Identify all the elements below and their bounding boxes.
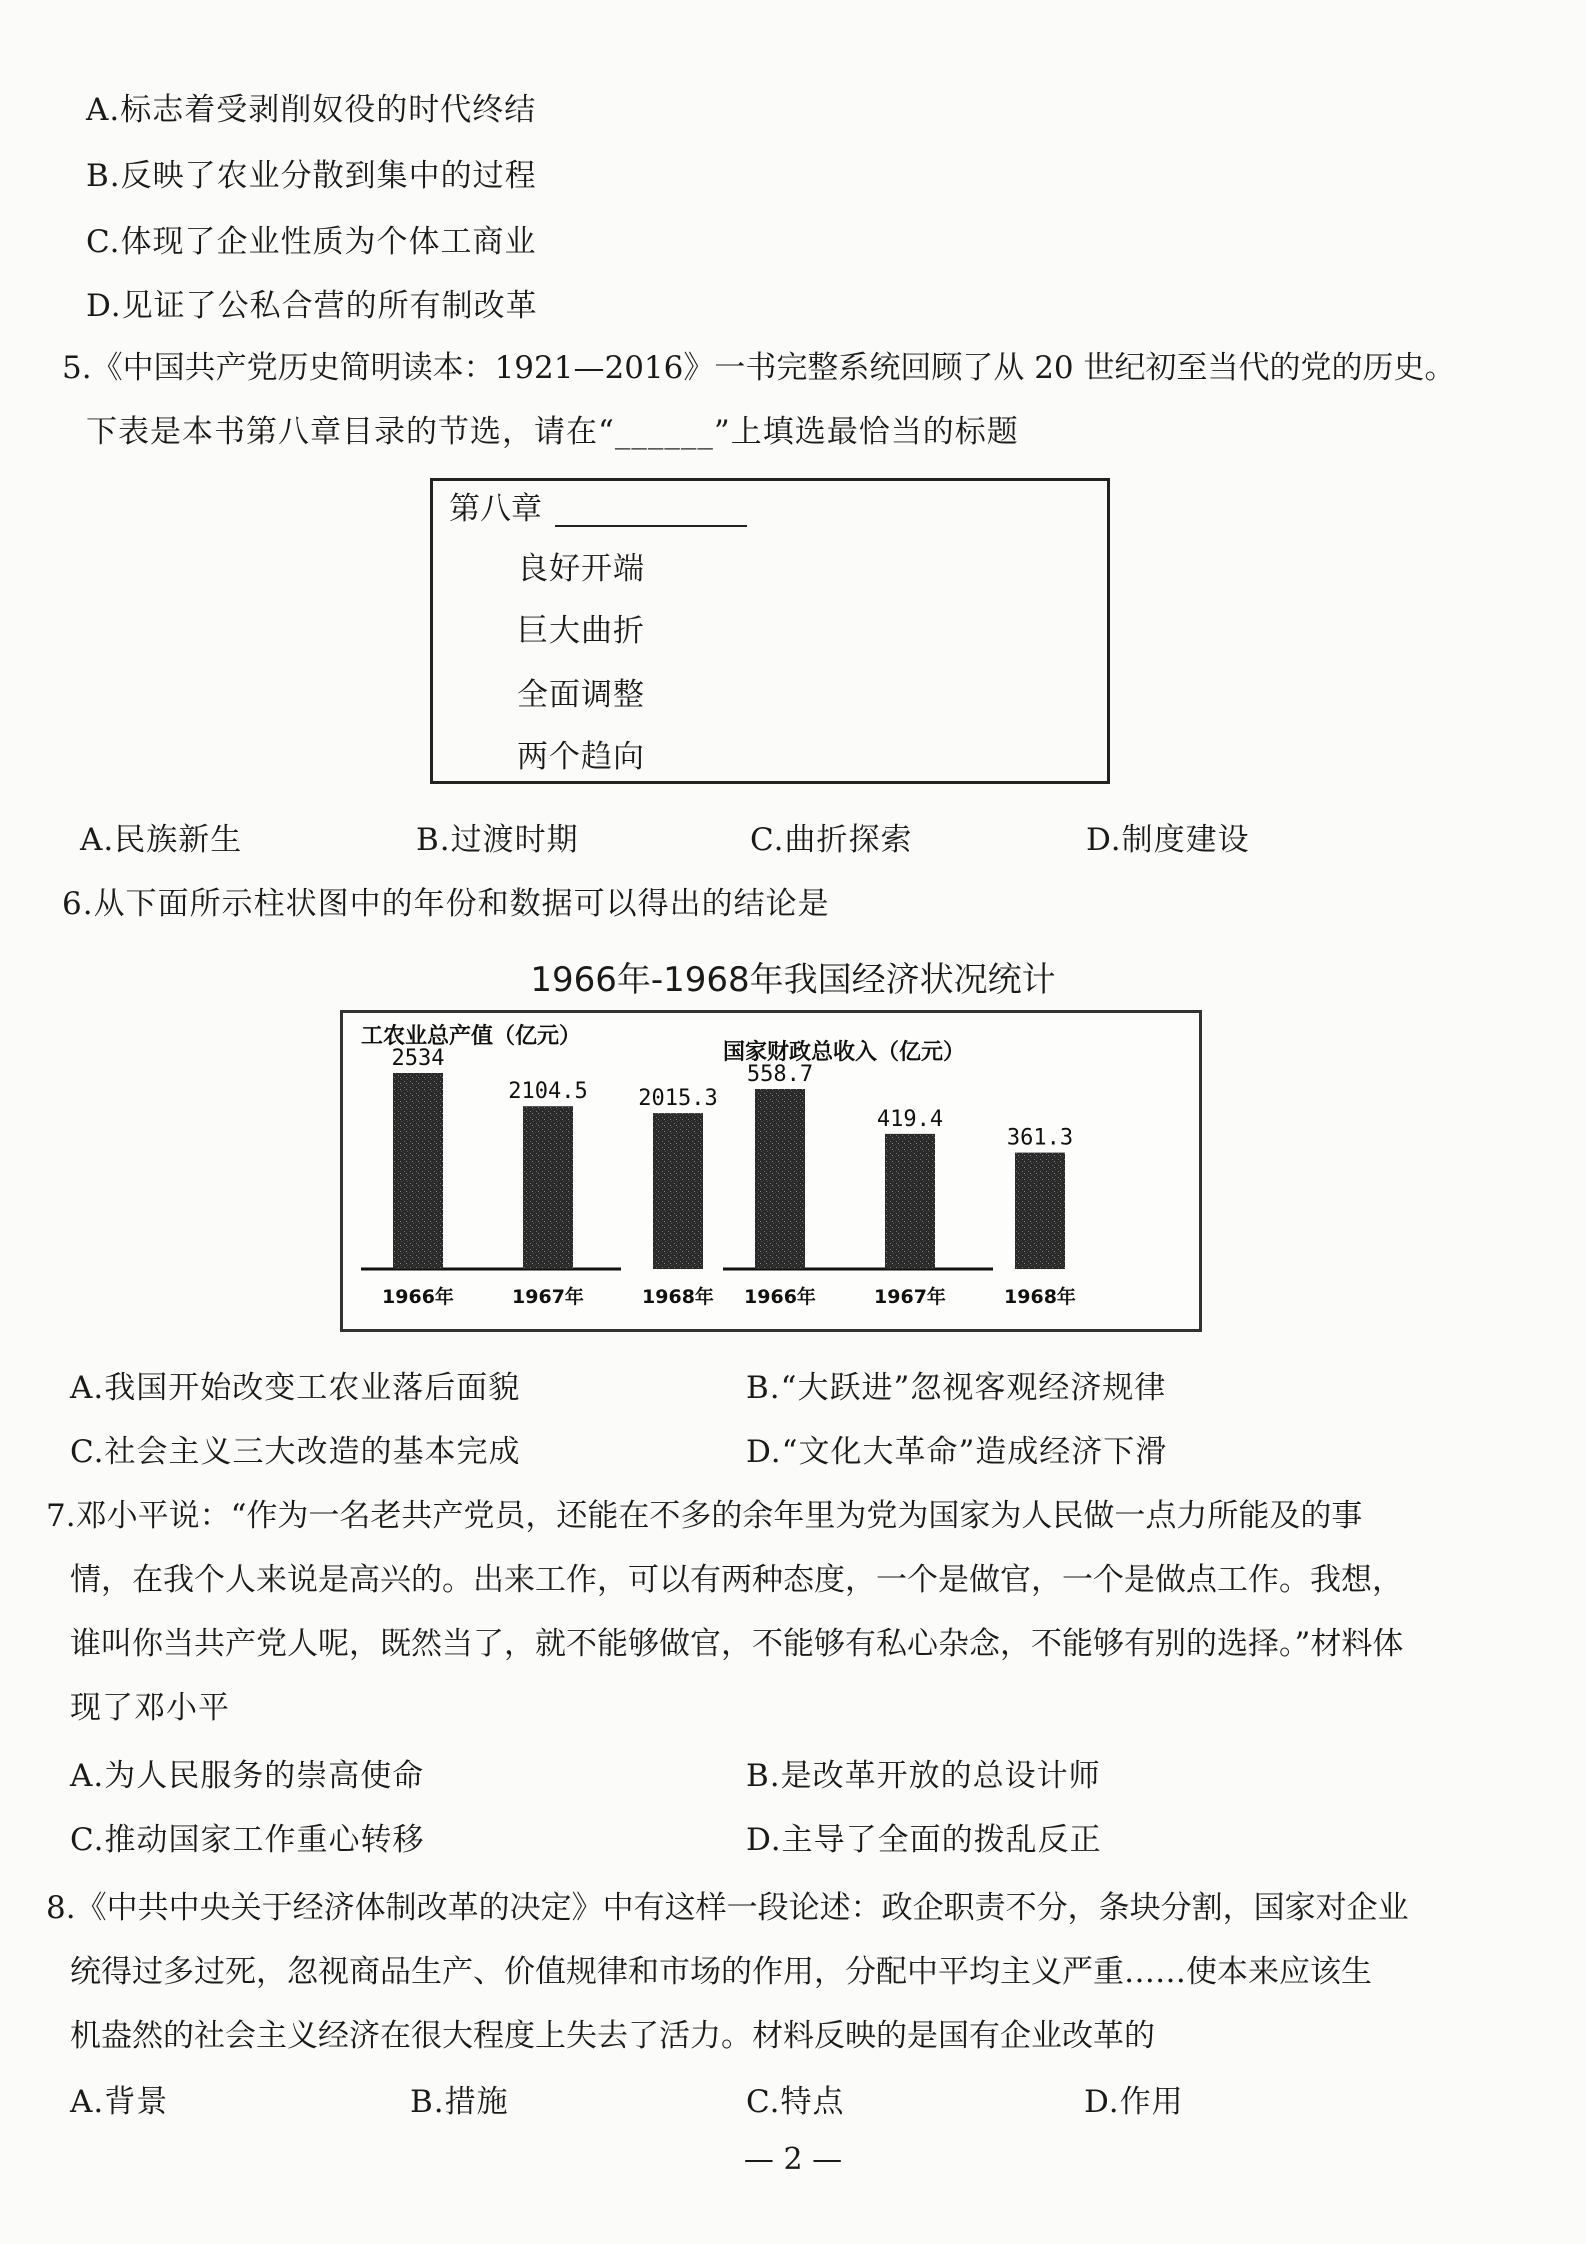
q5-table-of-contents [430,478,1110,784]
bar [885,1134,935,1269]
q4-option-d: D.见证了公私合营的所有制改革 [86,288,538,324]
toc-item: 全面调整 [517,677,645,713]
q5-stem-line2: 下表是本书第八章目录的节选，请在“______”上填选最恰当的标题 [86,414,1019,450]
x-tick-label: 1966年 [744,1286,816,1308]
bar [393,1073,443,1269]
q5-stem-line1: 5.《中国共产党历史简明读本：1921—2016》一书完整系统回顾了从 20 世纪初至当代的党的历史。 [62,350,1456,386]
bar-value-label: 419.4 [876,1106,944,1132]
toc-item: 良好开端 [517,551,645,587]
q5-option-c: C.曲折探索 [750,822,913,858]
toc-item: 两个趋向 [517,739,645,775]
q7-option-b: B.是改革开放的总设计师 [746,1758,1101,1794]
chart-title: 1966年-1968年我国经济状况统计 [530,960,1056,1000]
x-tick-label: 1968年 [1004,1286,1076,1308]
x-tick-label: 1967年 [874,1286,946,1308]
panel-label: 工农业总产值（亿元） [361,1024,582,1049]
x-tick-label: 1967年 [512,1286,584,1308]
q8-option-a: A.背景 [70,2084,169,2120]
bar-value-label: 2534 [391,1046,445,1071]
q8-option-b: B.措施 [410,2084,509,2120]
q8-stem-line3: 机盎然的社会主义经济在很大程度上失去了活力。材料反映的是国有企业改革的 [70,2018,1155,2054]
panel-label: 国家财政总收入（亿元） [723,1040,966,1065]
bar [755,1089,805,1269]
q5-option-b: B.过渡时期 [416,822,579,858]
q8-option-c: C.特点 [746,2084,845,2120]
q8-option-d: D.作用 [1084,2084,1184,2120]
q6-option-d: D.“文化大革命”造成经济下滑 [746,1434,1168,1470]
q6-stem: 6.从下面所示柱状图中的年份和数据可以得出的结论是 [62,886,830,922]
toc-chapter-heading: 第八章 [449,491,542,527]
bar [653,1113,703,1269]
bar-chart-frame [340,1010,1202,1332]
q7-stem-line3: 谁叫你当共产党人呢，既然当了，就不能够做官，不能够有私心杂念，不能够有别的选择。”材料体 [70,1626,1404,1662]
q6-option-b: B.“大跃进”忽视客观经济规律 [746,1370,1167,1406]
q5-option-d: D.制度建设 [1086,822,1250,858]
q4-option-b: B.反映了农业分散到集中的过程 [86,158,537,194]
q8-stem-line1: 8.《中共中央关于经济体制改革的决定》中有这样一段论述：政企职责不分，条块分割，国家对企业 [46,1890,1409,1926]
q6-option-a: A.我国开始改变工农业落后面貌 [70,1370,521,1406]
q7-option-c: C.推动国家工作重心转移 [70,1822,425,1858]
toc-chapter-blank [555,525,747,527]
q5-option-a: A.民族新生 [80,822,243,858]
bar-value-label: 2015.3 [638,1086,718,1112]
q7-stem-line1: 7.邓小平说：“作为一名老共产党员，还能在不多的余年里为党为国家为人民做一点力所能及的事 [46,1498,1363,1534]
q7-option-a: A.为人民服务的崇高使命 [70,1758,425,1794]
q8-stem-line2: 统得过多过死，忽视商品生产、价值规律和市场的作用，分配中平均主义严重……使本来应该生 [70,1954,1372,1990]
q4-option-a: A.标志着受剥削奴役的时代终结 [86,92,537,128]
q6-option-c: C.社会主义三大改造的基本完成 [70,1434,521,1470]
chart-panel-revenue [723,1039,1076,1308]
bar-value-label: 558.7 [746,1062,814,1087]
q7-option-d: D.主导了全面的拨乱反正 [746,1822,1102,1858]
q4-option-c: C.体现了企业性质为个体工商业 [86,224,537,260]
chart-panel-output [361,1023,718,1308]
q7-stem-line2: 情，在我个人来说是高兴的。出来工作，可以有两种态度，一个是做官，一个是做点工作。我想， [70,1562,1403,1598]
bar-chart [343,1013,1199,1329]
bar-value-label: 2104.5 [508,1079,588,1105]
bar-value-label: 361.3 [1006,1125,1074,1151]
x-tick-label: 1968年 [642,1286,714,1308]
q7-stem-line4: 现了邓小平 [70,1690,230,1726]
bar [523,1106,573,1269]
bar [1015,1153,1065,1269]
x-tick-label: 1966年 [382,1286,454,1308]
toc-item: 巨大曲折 [517,613,645,649]
page-number: — 2 — [743,2142,843,2177]
